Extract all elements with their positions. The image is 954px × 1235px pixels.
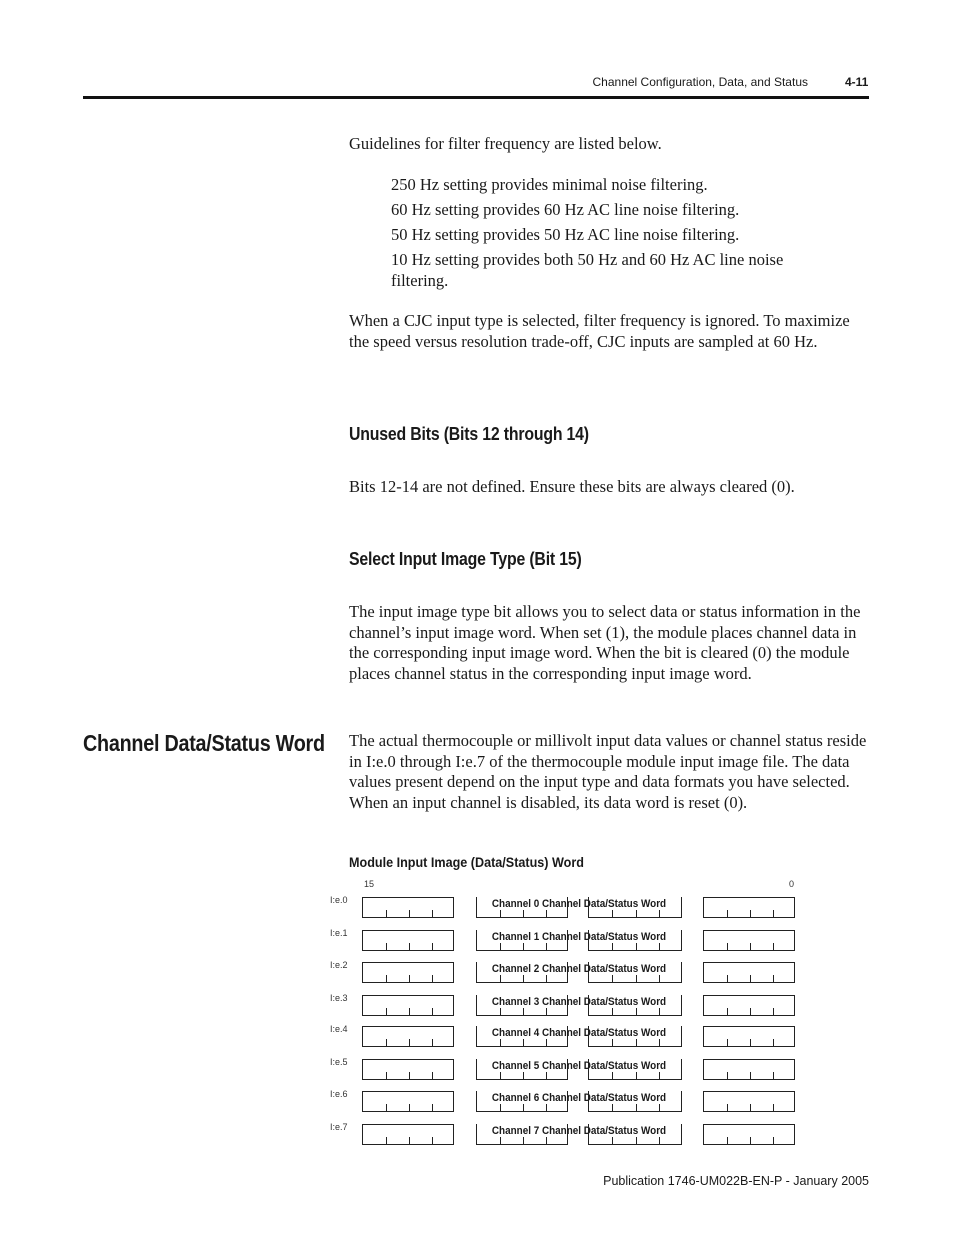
bit-cells-middle — [476, 1091, 682, 1112]
channel-word-label: Channel 6 Channel Data/Status Word — [491, 1092, 667, 1104]
bit-15-label: 15 — [364, 879, 375, 889]
channel-word-label: Channel 1 Channel Data/Status Word — [491, 931, 667, 943]
bit-cells-low — [703, 897, 795, 918]
word-address-label: I:e.0 — [330, 895, 348, 905]
bit-cells-high — [362, 1124, 454, 1145]
image-word-row — [0, 1059, 954, 1083]
channel-word-label: Channel 3 Channel Data/Status Word — [491, 996, 667, 1008]
bit-cells-high — [362, 1059, 454, 1080]
bit-cells-middle — [476, 1124, 682, 1145]
image-word-row — [0, 1091, 954, 1115]
channel-word-label: Channel 7 Channel Data/Status Word — [491, 1125, 667, 1137]
bit-0-label: 0 — [789, 879, 795, 889]
bit-cells-high — [362, 897, 454, 918]
bit-cells-low — [703, 995, 795, 1016]
bit-cells-middle — [476, 1059, 682, 1080]
guideline-item: 50 Hz setting provides 50 Hz AC line noise filtering. — [391, 225, 740, 244]
figure-title: Module Input Image (Data/Status) Word — [349, 854, 584, 870]
bit-cells-middle — [476, 1026, 682, 1047]
image-word-row — [0, 1124, 954, 1148]
page-number: 4-11 — [845, 75, 869, 89]
bit-cells-high — [362, 1026, 454, 1047]
bit-cells-high — [362, 995, 454, 1016]
bit-cells-high — [362, 1091, 454, 1112]
filter-guidelines-lead: Guidelines for filter frequency are listed below. — [349, 134, 662, 153]
bit-cells-low — [703, 1124, 795, 1145]
image-word-row — [0, 897, 954, 921]
bit-cells-middle — [476, 995, 682, 1016]
channel-word-label: Channel 2 Channel Data/Status Word — [491, 963, 667, 975]
channel-word-label: Channel 0 Channel Data/Status Word — [491, 898, 667, 910]
bit-cells-low — [703, 930, 795, 951]
channel-data-status-body: The actual thermocouple or millivolt input data values or channel status reside in I:e.0 through I:e.7 of the thermocouple module input image file. The data values present depend on the input type and data formats you have selected. When an input channel is disabled, its data word is reset (0). — [349, 731, 867, 812]
word-address-label: I:e.1 — [330, 928, 348, 938]
image-word-row — [0, 1026, 954, 1050]
publication-footer: Publication 1746-UM022B-EN-P - January 2005 — [603, 1174, 869, 1188]
bit-cells-middle — [476, 930, 682, 951]
word-address-label: I:e.7 — [330, 1122, 348, 1132]
channel-word-label: Channel 5 Channel Data/Status Word — [491, 1060, 667, 1072]
cjc-note: When a CJC input type is selected, filter frequency is ignored. To maximize the speed versus resolution trade-off, CJC inputs are sampled at 60 Hz. — [349, 311, 850, 351]
unused-bits-heading: Unused Bits (Bits 12 through 14) — [349, 424, 589, 444]
bit-cells-low — [703, 1059, 795, 1080]
guideline-item: 250 Hz setting provides minimal noise filtering. — [391, 175, 708, 194]
unused-bits-body: Bits 12-14 are not defined. Ensure these bits are always cleared (0). — [349, 477, 795, 496]
bit-cells-high — [362, 962, 454, 983]
select-input-heading: Select Input Image Type (Bit 15) — [349, 549, 582, 569]
image-word-row — [0, 995, 954, 1019]
channel-data-status-heading: Channel Data/Status Word — [83, 730, 325, 756]
guideline-item: 60 Hz setting provides 60 Hz AC line noise filtering. — [391, 200, 740, 219]
word-address-label: I:e.5 — [330, 1057, 348, 1067]
header-rule — [83, 96, 869, 99]
bit-cells-middle — [476, 897, 682, 918]
channel-word-label: Channel 4 Channel Data/Status Word — [491, 1027, 667, 1039]
running-header-title: Channel Configuration, Data, and Status — [592, 75, 808, 89]
image-word-row — [0, 962, 954, 986]
bit-cells-low — [703, 962, 795, 983]
bit-cells-low — [703, 1091, 795, 1112]
image-word-row — [0, 930, 954, 954]
bit-cells-low — [703, 1026, 795, 1047]
bit-cells-middle — [476, 962, 682, 983]
word-address-label: I:e.2 — [330, 960, 348, 970]
word-address-label: I:e.6 — [330, 1089, 348, 1099]
bit-cells-high — [362, 930, 454, 951]
select-input-body: The input image type bit allows you to select data or status information in the channel’s input image word. When set (1), the module places channel data in the corresponding input image word. When the bit is cleared (0) the module places channel status in the corresponding input image word. — [349, 602, 861, 683]
word-address-label: I:e.4 — [330, 1024, 348, 1034]
guideline-item: 10 Hz setting provides both 50 Hz and 60 Hz AC line noise filtering. — [391, 250, 784, 290]
word-address-label: I:e.3 — [330, 993, 348, 1003]
